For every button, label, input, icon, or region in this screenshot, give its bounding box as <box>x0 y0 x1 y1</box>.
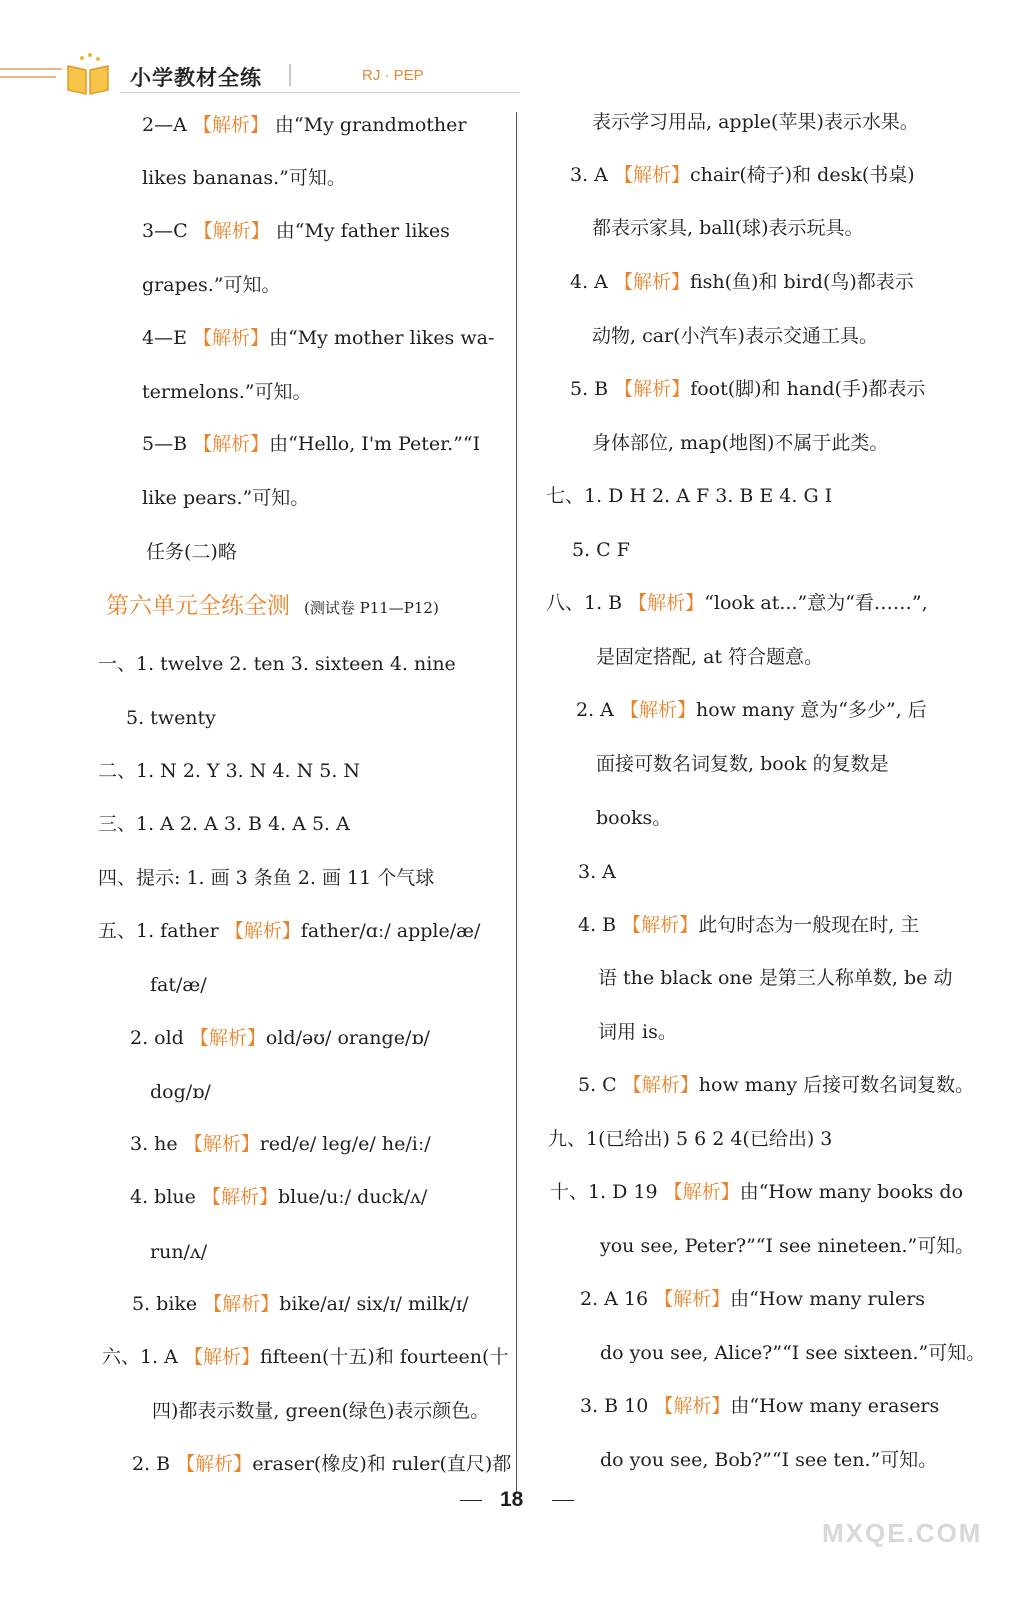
analysis-tag: 【解析】 <box>189 1027 266 1049</box>
right-text-line <box>592 110 919 134</box>
line-text: grapes.”可知。 <box>142 274 281 296</box>
header-underline <box>120 92 520 93</box>
line-text: 2. B <box>132 1453 177 1475</box>
left-text-line <box>130 1185 427 1209</box>
line-text: 5. twenty <box>126 707 216 729</box>
line-text: old/əʊ/ orange/ɒ/ <box>265 1027 430 1049</box>
left-text-line <box>132 1452 511 1476</box>
left-text-line <box>132 1292 469 1316</box>
line-text: 2—A <box>142 114 193 136</box>
header-separator <box>289 64 291 86</box>
line-text: 语 the black one 是第三人称单数, be 动 <box>598 967 953 989</box>
left-text-line <box>150 1080 211 1104</box>
right-text-line <box>600 1448 937 1472</box>
header-title: 小学教材全练 <box>130 66 262 90</box>
watermark: MXQE.COM <box>822 1518 983 1548</box>
line-text: 由“My grandmother <box>268 114 467 136</box>
line-text: do you see, Bob?”“I see ten.”可知。 <box>600 1449 938 1471</box>
page-number-dash <box>552 1500 574 1501</box>
line-text: you see, Peter?”“I see nineteen.”可知。 <box>600 1235 975 1257</box>
analysis-tag: 【解析】 <box>654 1288 731 1310</box>
line-text: 任务(二)略 <box>146 541 237 563</box>
line-text: “look at...”意为“看……”, <box>704 592 928 614</box>
line-text: 3. A <box>570 164 614 186</box>
line-text: 动物, car(小汽车)表示交通工具。 <box>592 325 878 347</box>
left-text-line <box>150 973 207 997</box>
line-text: 面接可数名词复数, book 的复数是 <box>596 753 889 775</box>
line-text: 3. B 10 <box>580 1395 655 1417</box>
right-text-line <box>578 913 919 937</box>
book-icon <box>64 52 112 96</box>
left-text-line <box>98 812 350 836</box>
line-text: 八、1. B <box>546 592 629 614</box>
analysis-tag: 【解析】 <box>201 1186 278 1208</box>
left-text-line <box>130 1026 430 1050</box>
line-text: how many 意为“多少”, 后 <box>695 699 927 721</box>
header-rule <box>0 76 56 78</box>
left-text-line <box>98 652 456 676</box>
line-text: fish(鱼)和 bird(鸟)都表示 <box>689 271 914 293</box>
right-text-line <box>572 538 630 562</box>
left-text-line <box>142 113 466 137</box>
line-text: fat/æ/ <box>150 974 207 996</box>
right-text-line <box>570 163 915 187</box>
right-text-line <box>580 1394 939 1418</box>
right-text-line <box>596 752 889 776</box>
analysis-tag: 【解析】 <box>224 920 301 942</box>
line-text: 词用 is。 <box>598 1021 677 1043</box>
line-text: 4. blue <box>130 1186 202 1208</box>
right-text-line <box>596 645 823 669</box>
analysis-tag: 【解析】 <box>183 1346 260 1368</box>
header-code: RJ · PEP <box>362 67 424 84</box>
analysis-tag: 【解析】 <box>176 1453 253 1475</box>
left-text-line <box>142 486 309 510</box>
right-text-line <box>592 324 878 348</box>
line-text: 二、1. N 2. Y 3. N 4. N 5. N <box>98 760 361 782</box>
line-text: eraser(橡皮)和 ruler(直尺)都 <box>252 1453 512 1475</box>
analysis-tag: 【解析】 <box>622 914 699 936</box>
right-text-line <box>580 1287 925 1311</box>
left-text-line <box>98 919 480 943</box>
line-text: 3. A <box>578 861 616 883</box>
line-text: 5. bike <box>132 1293 204 1315</box>
analysis-tag: 【解析】 <box>622 1074 699 1096</box>
left-text-line <box>98 759 360 783</box>
right-text-line <box>546 484 832 508</box>
page-number-dash <box>460 1500 482 1501</box>
line-text: likes bananas.”可知。 <box>142 167 346 189</box>
line-text: 由“My mother likes wa- <box>269 327 495 349</box>
analysis-tag: 【解析】 <box>183 1133 260 1155</box>
right-text-line <box>596 806 671 830</box>
right-text-line <box>576 698 927 722</box>
line-text: 5—B <box>142 433 194 455</box>
line-text: 4. A <box>570 271 614 293</box>
right-text-line <box>548 1127 832 1151</box>
line-text: fifteen(十五)和 fourteen(十 <box>259 1346 509 1368</box>
analysis-tag: 【解析】 <box>193 327 270 349</box>
line-text: blue/uː/ duck/ʌ/ <box>277 1186 428 1208</box>
line-text: 表示学习用品, apple(苹果)表示水果。 <box>592 111 919 133</box>
left-text-line <box>142 326 494 350</box>
left-text-line <box>142 166 346 190</box>
section-title <box>106 594 439 620</box>
line-text: 身体部位, map(地图)不属于此类。 <box>592 432 889 454</box>
line-text: red/e/ leg/e/ he/iː/ <box>259 1133 431 1155</box>
analysis-tag: 【解析】 <box>613 164 690 186</box>
line-text: 五、1. father <box>98 920 225 942</box>
right-text-line <box>578 1073 974 1097</box>
line-text: dog/ɒ/ <box>150 1081 211 1103</box>
line-text: 4—E <box>142 327 193 349</box>
section-pages: (测试卷 P11—P12) <box>304 599 439 617</box>
line-text: 5. C <box>578 1074 623 1096</box>
right-text-line <box>570 377 925 401</box>
line-text: 由“Hello, I'm Peter.”“I <box>269 433 481 455</box>
analysis-tag: 【解析】 <box>203 1293 280 1315</box>
page-number: 18 <box>500 1488 524 1511</box>
right-text-line <box>578 860 616 884</box>
line-text: chair(椅子)和 desk(书桌) <box>689 164 915 186</box>
line-text: 2. old <box>130 1027 190 1049</box>
line-text: termelons.”可知。 <box>142 381 312 403</box>
line-text: do you see, Alice?”“I see sixteen.”可知。 <box>600 1342 986 1364</box>
analysis-tag: 【解析】 <box>192 114 269 136</box>
line-text: 3—C <box>142 220 194 242</box>
line-text: 十、1. D 19 <box>550 1181 664 1203</box>
line-text: run/ʌ/ <box>150 1241 208 1263</box>
line-text: 5. C F <box>572 539 630 561</box>
column-divider <box>516 112 517 1492</box>
section-heading: 第六单元全练全测 <box>106 593 290 619</box>
line-text: 由“How many rulers <box>730 1288 926 1310</box>
left-text-line <box>98 866 434 890</box>
line-text: like pears.”可知。 <box>142 487 310 509</box>
right-text-line <box>600 1234 974 1258</box>
right-text-line <box>598 966 952 990</box>
analysis-tag: 【解析】 <box>193 433 270 455</box>
line-text: 4. B <box>578 914 623 936</box>
line-text: 七、1. D H 2. A F 3. B E 4. G I <box>546 485 833 507</box>
analysis-tag: 【解析】 <box>654 1395 731 1417</box>
line-text: 四)都表示数量, green(绿色)表示颜色。 <box>152 1400 490 1422</box>
right-text-line <box>600 1341 985 1365</box>
left-text-line <box>142 273 280 297</box>
line-text: 2. A 16 <box>580 1288 655 1310</box>
line-text: 由“How many books do <box>739 1181 964 1203</box>
analysis-tag: 【解析】 <box>663 1181 740 1203</box>
line-text: 都表示家具, ball(球)表示玩具。 <box>592 217 864 239</box>
left-text-line <box>152 1399 489 1423</box>
analysis-tag: 【解析】 <box>614 378 691 400</box>
left-text-line <box>142 432 480 456</box>
left-text-line <box>126 706 216 730</box>
right-text-line <box>570 270 914 294</box>
line-text: father/ɑː/ apple/æ/ <box>300 920 481 942</box>
line-text: 六、1. A <box>102 1346 184 1368</box>
line-text: 此句时态为一般现在时, 主 <box>698 914 920 936</box>
line-text: 5. B <box>570 378 615 400</box>
analysis-tag: 【解析】 <box>193 220 270 242</box>
analysis-tag: 【解析】 <box>628 592 705 614</box>
line-text: 由“My father likes <box>269 220 450 242</box>
line-text: 一、1. twelve 2. ten 3. sixteen 4. nine <box>98 653 456 675</box>
left-text-line <box>130 1132 431 1156</box>
line-text: 四、提示: 1. 画 3 条鱼 2. 画 11 个气球 <box>98 867 435 889</box>
line-text: bike/aɪ/ six/ɪ/ milk/ɪ/ <box>279 1293 469 1315</box>
line-text: books。 <box>596 807 672 829</box>
line-text: 三、1. A 2. A 3. B 4. A 5. A <box>98 813 350 835</box>
right-text-line <box>592 431 888 455</box>
line-text: 是固定搭配, at 符合题意。 <box>596 646 824 668</box>
line-text: how many 后接可数名词复数。 <box>698 1074 975 1096</box>
right-text-line <box>546 591 928 615</box>
line-text: 九、1(已给出) 5 6 2 4(已给出) 3 <box>548 1128 833 1150</box>
header-rule <box>0 68 62 70</box>
line-text: 由“How many erasers <box>730 1395 940 1417</box>
right-text-line <box>592 216 864 240</box>
left-text-line <box>142 380 311 404</box>
analysis-tag: 【解析】 <box>619 699 696 721</box>
left-text-line <box>146 540 237 564</box>
left-text-line <box>142 219 450 243</box>
right-text-line <box>598 1020 677 1044</box>
left-text-line <box>102 1345 508 1369</box>
line-text: 3. he <box>130 1133 184 1155</box>
analysis-tag: 【解析】 <box>613 271 690 293</box>
left-text-line <box>150 1240 207 1264</box>
right-text-line <box>550 1180 963 1204</box>
line-text: foot(脚)和 hand(手)都表示 <box>690 378 926 400</box>
line-text: 2. A <box>576 699 620 721</box>
